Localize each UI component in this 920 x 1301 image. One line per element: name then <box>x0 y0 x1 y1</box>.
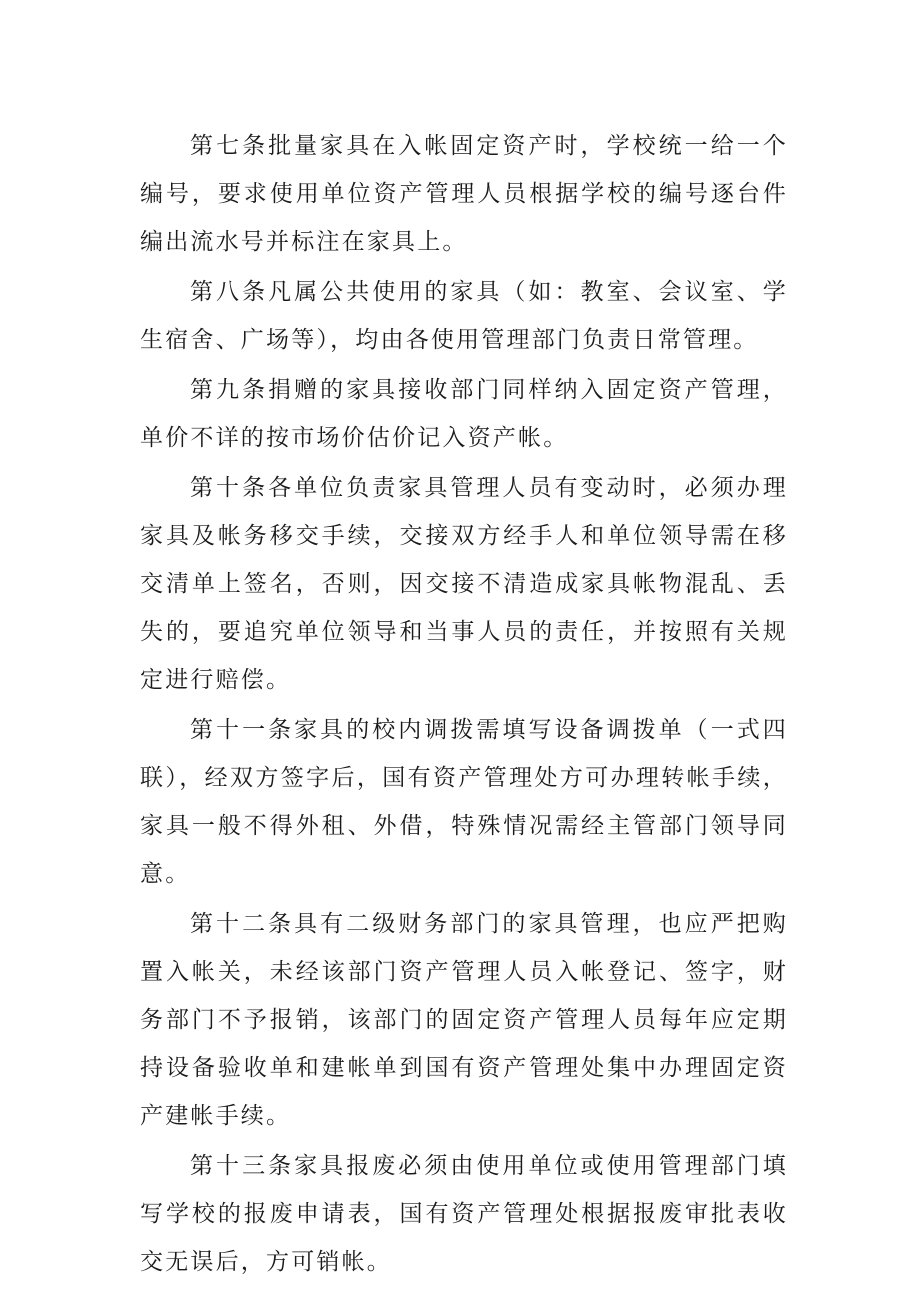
article-12-paragraph: 第十二条具有二级财务部门的家具管理，也应严把购置入帐关，未经该部门资产管理人员入帐登记、签字，财务部门不予报销，该部门的固定资产管理人员每年应定期持设备验收单和建帐单到国有资产管理处集中办理固定资产建帐手续。 <box>140 911 788 1129</box>
article-10-paragraph: 第十条各单位负责家具管理人员有变动时，必须办理家具及帐务移交手续，交接双方经手人和单位领导需在移交清单上签名，否则，因交接不清造成家具帐物混乱、丢失的，要追究单位领导和当事人员的责任，并按照有关规定进行赔偿。 <box>140 475 788 693</box>
article-8-paragraph: 第八条凡属公共使用的家具（如：教室、会议室、学生宿舍、广场等），均由各使用管理部门负责日常管理。 <box>140 279 788 353</box>
article-7-paragraph: 第七条批量家具在入帐固定资产时，学校统一给一个编号，要求使用单位资产管理人员根据学校的编号逐台件编出流水号并标注在家具上。 <box>140 133 788 255</box>
article-11-paragraph: 第十一条家具的校内调拨需填写设备调拨单（一式四联），经双方签字后，国有资产管理处方可办理转帐手续，家具一般不得外租、外借，特殊情况需经主管部门领导同意。 <box>140 717 788 887</box>
document-body <box>140 122 788 1286</box>
article-13-paragraph: 第十三条家具报废必须由使用单位或使用管理部门填写学校的报废申请表，国有资产管理处根据报废审批表收交无误后，方可销帐。 <box>140 1153 788 1275</box>
article-9-paragraph: 第九条捐赠的家具接收部门同样纳入固定资产管理，单价不详的按市场价估价记入资产帐。 <box>140 377 788 451</box>
